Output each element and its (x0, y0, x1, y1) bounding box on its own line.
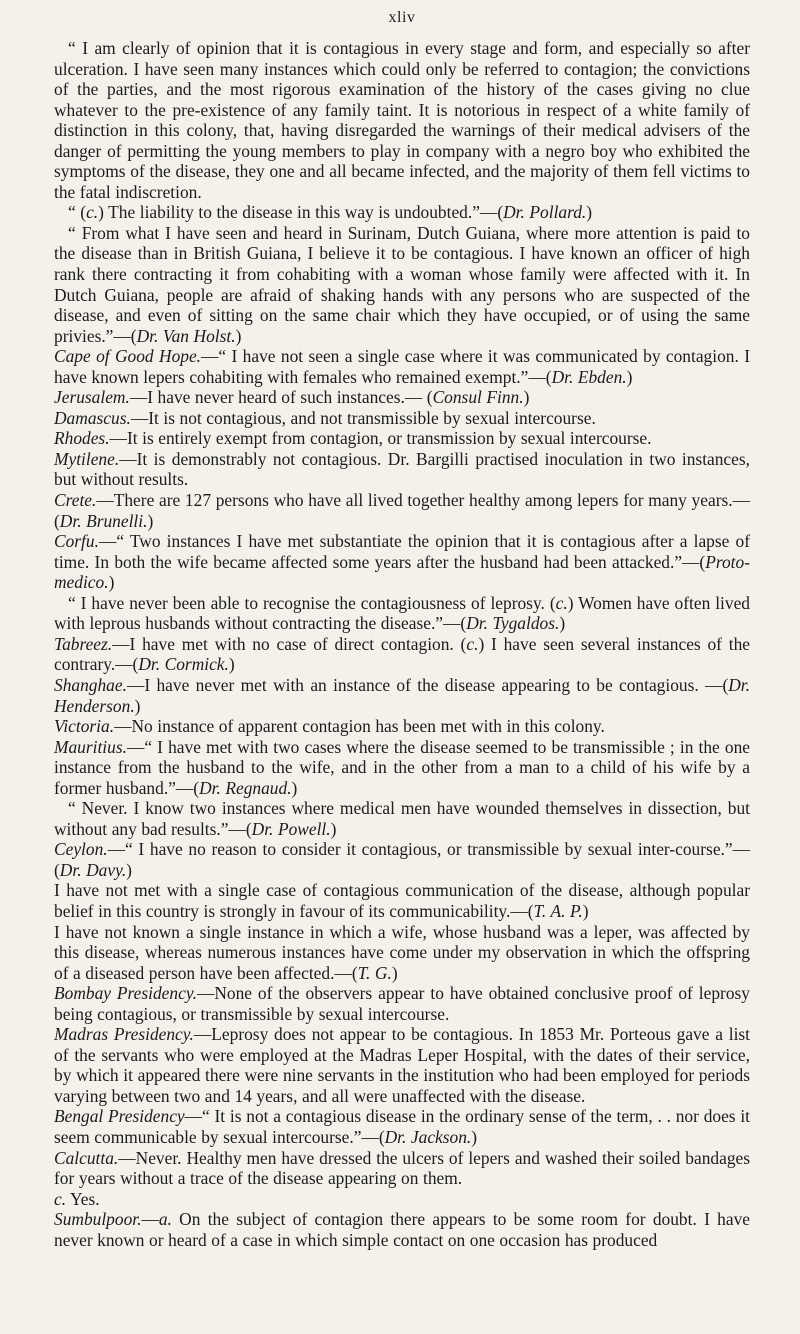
italic-text-run: Damascus. (54, 407, 131, 428)
text-run: —I have met with no case of direct contagion. ( (112, 633, 467, 654)
italic-text-run: Shanghae. (54, 674, 127, 695)
paragraph (54, 983, 750, 1024)
text-run: —I have never heard of such instances.— ( (129, 387, 433, 408)
text-run: —Leprosy does not appear to be contagious. In 1853 Mr. Porteous gave a list of the servants who were employed at the Madras Leper Hospital, with the dates of their service, by which it appeared there were nine servants in the institution who had been employed for periods varying between two and 14 years, and all were unaffected with the disease. (54, 1024, 751, 1106)
italic-text-run: Calcutta. (54, 1147, 119, 1168)
paragraph (54, 839, 750, 880)
text-run: “ ( (68, 202, 87, 223)
italic-text-run: Corfu. (54, 531, 99, 552)
italic-text-run: Dr. Regnaud. (199, 777, 292, 798)
paragraph (54, 1209, 750, 1250)
text-run: ) Women have often lived with leprous husbands without contracting the disease.”—( (54, 592, 750, 634)
italic-text-run: Ceylon. (54, 839, 108, 860)
paragraph (54, 922, 750, 984)
text-run: — (141, 1209, 159, 1230)
paragraph (54, 737, 750, 799)
text-run: I have not known a single instance in which a wife, whose husband was a leper, was affected by this disease, whereas numerous instances have come under my observation in which the offspring of a diseased person have been affected.—( (54, 921, 750, 983)
italic-text-run: Mauritius. (54, 736, 127, 757)
text-run: “ I am clearly of opinion that it is contagious in every stage and form, and especially so after ulceration. I have seen many instances which could only be referred to contagion; the convictions of the parties, and the most rigorous examination of the history of the cases giving no clue whatever to the pre-existence of any family taint. It is notorious in respect of a white family of distinction in this colony, that, having disregarded the warnings of their medical advisers of the danger of permitting the young members to play in company with a negro boy who exhibited the symptoms of the disease, they one and all became infected, and the majority of them fell victims to the fatal indiscretion. (54, 38, 750, 202)
paragraph (54, 490, 750, 531)
italic-text-run: Dr. Powell. (251, 818, 331, 839)
text-run: ) The liability to the disease in this way is undoubted.”—( (98, 202, 504, 223)
italic-text-run: c. (54, 1188, 67, 1209)
text-run: —“ I have met with two cases where the disease seemed to be transmissible ; in the one instance from the husband to the wife, and in the other from a man to a child of his wife by a former husband.”—( (54, 736, 750, 798)
paragraph (54, 202, 750, 223)
italic-text-run: Bombay Presidency. (54, 983, 197, 1004)
text-run: On the subject of contagion there appears to be some room for doubt. I have never known or heard of a case in which simple contact on one occasion has produced (54, 1209, 750, 1250)
italic-text-run: Dr. Pollard. (503, 202, 587, 223)
paragraph (54, 798, 750, 839)
paragraph (54, 716, 750, 737)
text-run: —“ It is not a contagious disease in the ordinary sense of the term, . . nor does it seem communicable by sexual intercourse.”—( (54, 1106, 750, 1147)
paragraph (54, 346, 750, 387)
text-run: I have not met with a single case of contagious communication of the disease, although popular belief in this country is strongly in favour of its communicability.—( (54, 880, 750, 921)
italic-text-run: Dr. Van Holst. (136, 325, 236, 346)
italic-text-run: Dr. Cormick. (138, 654, 229, 675)
italic-text-run: Mytilene. (54, 448, 120, 469)
italic-text-run: Victoria. (54, 716, 115, 737)
italic-text-run: c. (555, 592, 568, 613)
italic-text-run: Bengal Presidency (54, 1106, 185, 1127)
text-run: —No instance of apparent contagion has been met with in this colony. (114, 716, 605, 737)
italic-text-run: Consul Finn. (432, 387, 524, 408)
paragraph (54, 387, 750, 408)
text-run: —“ I have not seen a single case where it was communicated by contagion. I have known lepers cohabiting with females who remained exempt.”—( (54, 346, 750, 387)
text-run: ) (523, 387, 530, 408)
italic-text-run: T. G. (357, 962, 392, 983)
italic-text-run: Rhodes. (54, 428, 110, 449)
text-run: —It is entirely exempt from contagion, or transmission by sexual intercourse. (109, 428, 652, 449)
text-run: ) I have seen several instances of the contrary.—( (54, 633, 750, 675)
text-run: Yes. (66, 1188, 100, 1209)
text-run: ) (626, 366, 633, 387)
paragraph (54, 223, 750, 346)
paragraph (54, 408, 750, 429)
italic-text-run: Dr. Jackson. (384, 1126, 472, 1147)
paragraph (54, 1189, 750, 1210)
italic-text-run: Dr. Ebden. (551, 366, 627, 387)
text-run: ) (291, 777, 298, 798)
paragraph (54, 880, 750, 921)
page-number: xliv (388, 9, 416, 26)
italic-text-run: Cape of Good Hope. (54, 346, 202, 367)
text-run: —I have never met with an instance of the disease appearing to be contagious. —( (126, 674, 729, 695)
text-run: ) (559, 613, 566, 634)
text-run: ) (471, 1126, 478, 1147)
text-run: ) (228, 654, 235, 675)
italic-text-run: a. (158, 1209, 172, 1230)
text-run: “ I have never been able to recognise the contagiousness of leprosy. ( (68, 592, 556, 613)
italic-text-run: Dr. Henderson. (54, 674, 750, 716)
italic-text-run: Madras Presidency. (54, 1024, 194, 1045)
text-run: —“ I have no reason to consider it contagious, or transmissible by sexual inter-course.”—( (54, 839, 750, 880)
text-run: —None of the observers appear to have obtained conclusive proof of leprosy being contagious, or transmissible by sexual intercourse. (54, 983, 750, 1024)
text-run: ) (134, 695, 141, 716)
italic-text-run: T. A. P. (533, 900, 583, 921)
paragraph (54, 1148, 750, 1189)
italic-text-run: Proto-medico. (54, 551, 750, 593)
text-run: —It is not contagious, and not transmissible by sexual intercourse. (130, 407, 596, 428)
paragraph (54, 531, 750, 593)
paragraph (54, 449, 750, 490)
italic-text-run: Dr. Davy. (59, 859, 127, 880)
page-body (54, 38, 750, 1250)
italic-text-run: c. (466, 633, 479, 654)
italic-text-run: Dr. Tygaldos. (466, 613, 560, 634)
text-run: ) (126, 859, 132, 880)
paragraph (54, 1024, 750, 1106)
italic-text-run: Tabreez. (54, 633, 113, 654)
text-run: ) (235, 325, 242, 346)
text-run: ) (147, 510, 154, 531)
paragraph (54, 675, 750, 716)
italic-text-run: Crete. (54, 490, 97, 511)
italic-text-run: Jerusalem. (54, 387, 130, 408)
text-run: “ Never. I know two instances where medical men have wounded themselves in dissection, but without any bad results.”—( (54, 798, 750, 839)
italic-text-run: Sumbulpoor. (54, 1209, 142, 1230)
text-run: —Never. Healthy men have dressed the ulcers of lepers and washed their soiled bandages for years without a trace of the disease appearing on them. (54, 1147, 750, 1189)
text-run: ) (586, 202, 593, 223)
text-run: —It is demonstrably not contagious. Dr. Bargilli practised inoculation in two instances, but without results. (54, 448, 750, 490)
text-run: ) (108, 572, 115, 593)
paragraph (54, 634, 750, 675)
text-run: “ From what I have seen and heard in Surinam, Dutch Guiana, where more attention is paid to the disease than in British Guiana, I believe it to be contagious. I have known an officer of high rank there contracting it from cohabiting with a woman whose family were affected with it. In Dutch Guiana, people are afraid of shaking hands with any persons who are suspected of the disease, and even of sitting on the same chair which they have occupied, or of using the same privies.”—( (54, 222, 750, 346)
paragraph (54, 593, 750, 634)
paragraph (54, 38, 750, 202)
italic-text-run: Dr. Brunelli. (59, 510, 148, 531)
italic-text-run: c. (86, 202, 99, 223)
text-run: ) (391, 962, 398, 983)
text-run: —There are 127 persons who have all lived together healthy among lepers for many years.—( (54, 490, 750, 531)
text-run: ) (330, 818, 337, 839)
paragraph (54, 428, 750, 449)
text-run: —“ Two instances I have met substantiate the opinion that it is contagious after a lapse of time. In both the wife became affected some years after the husband had been attacked.”—( (54, 531, 750, 572)
text-run: ) (582, 900, 589, 921)
paragraph (54, 1106, 750, 1147)
